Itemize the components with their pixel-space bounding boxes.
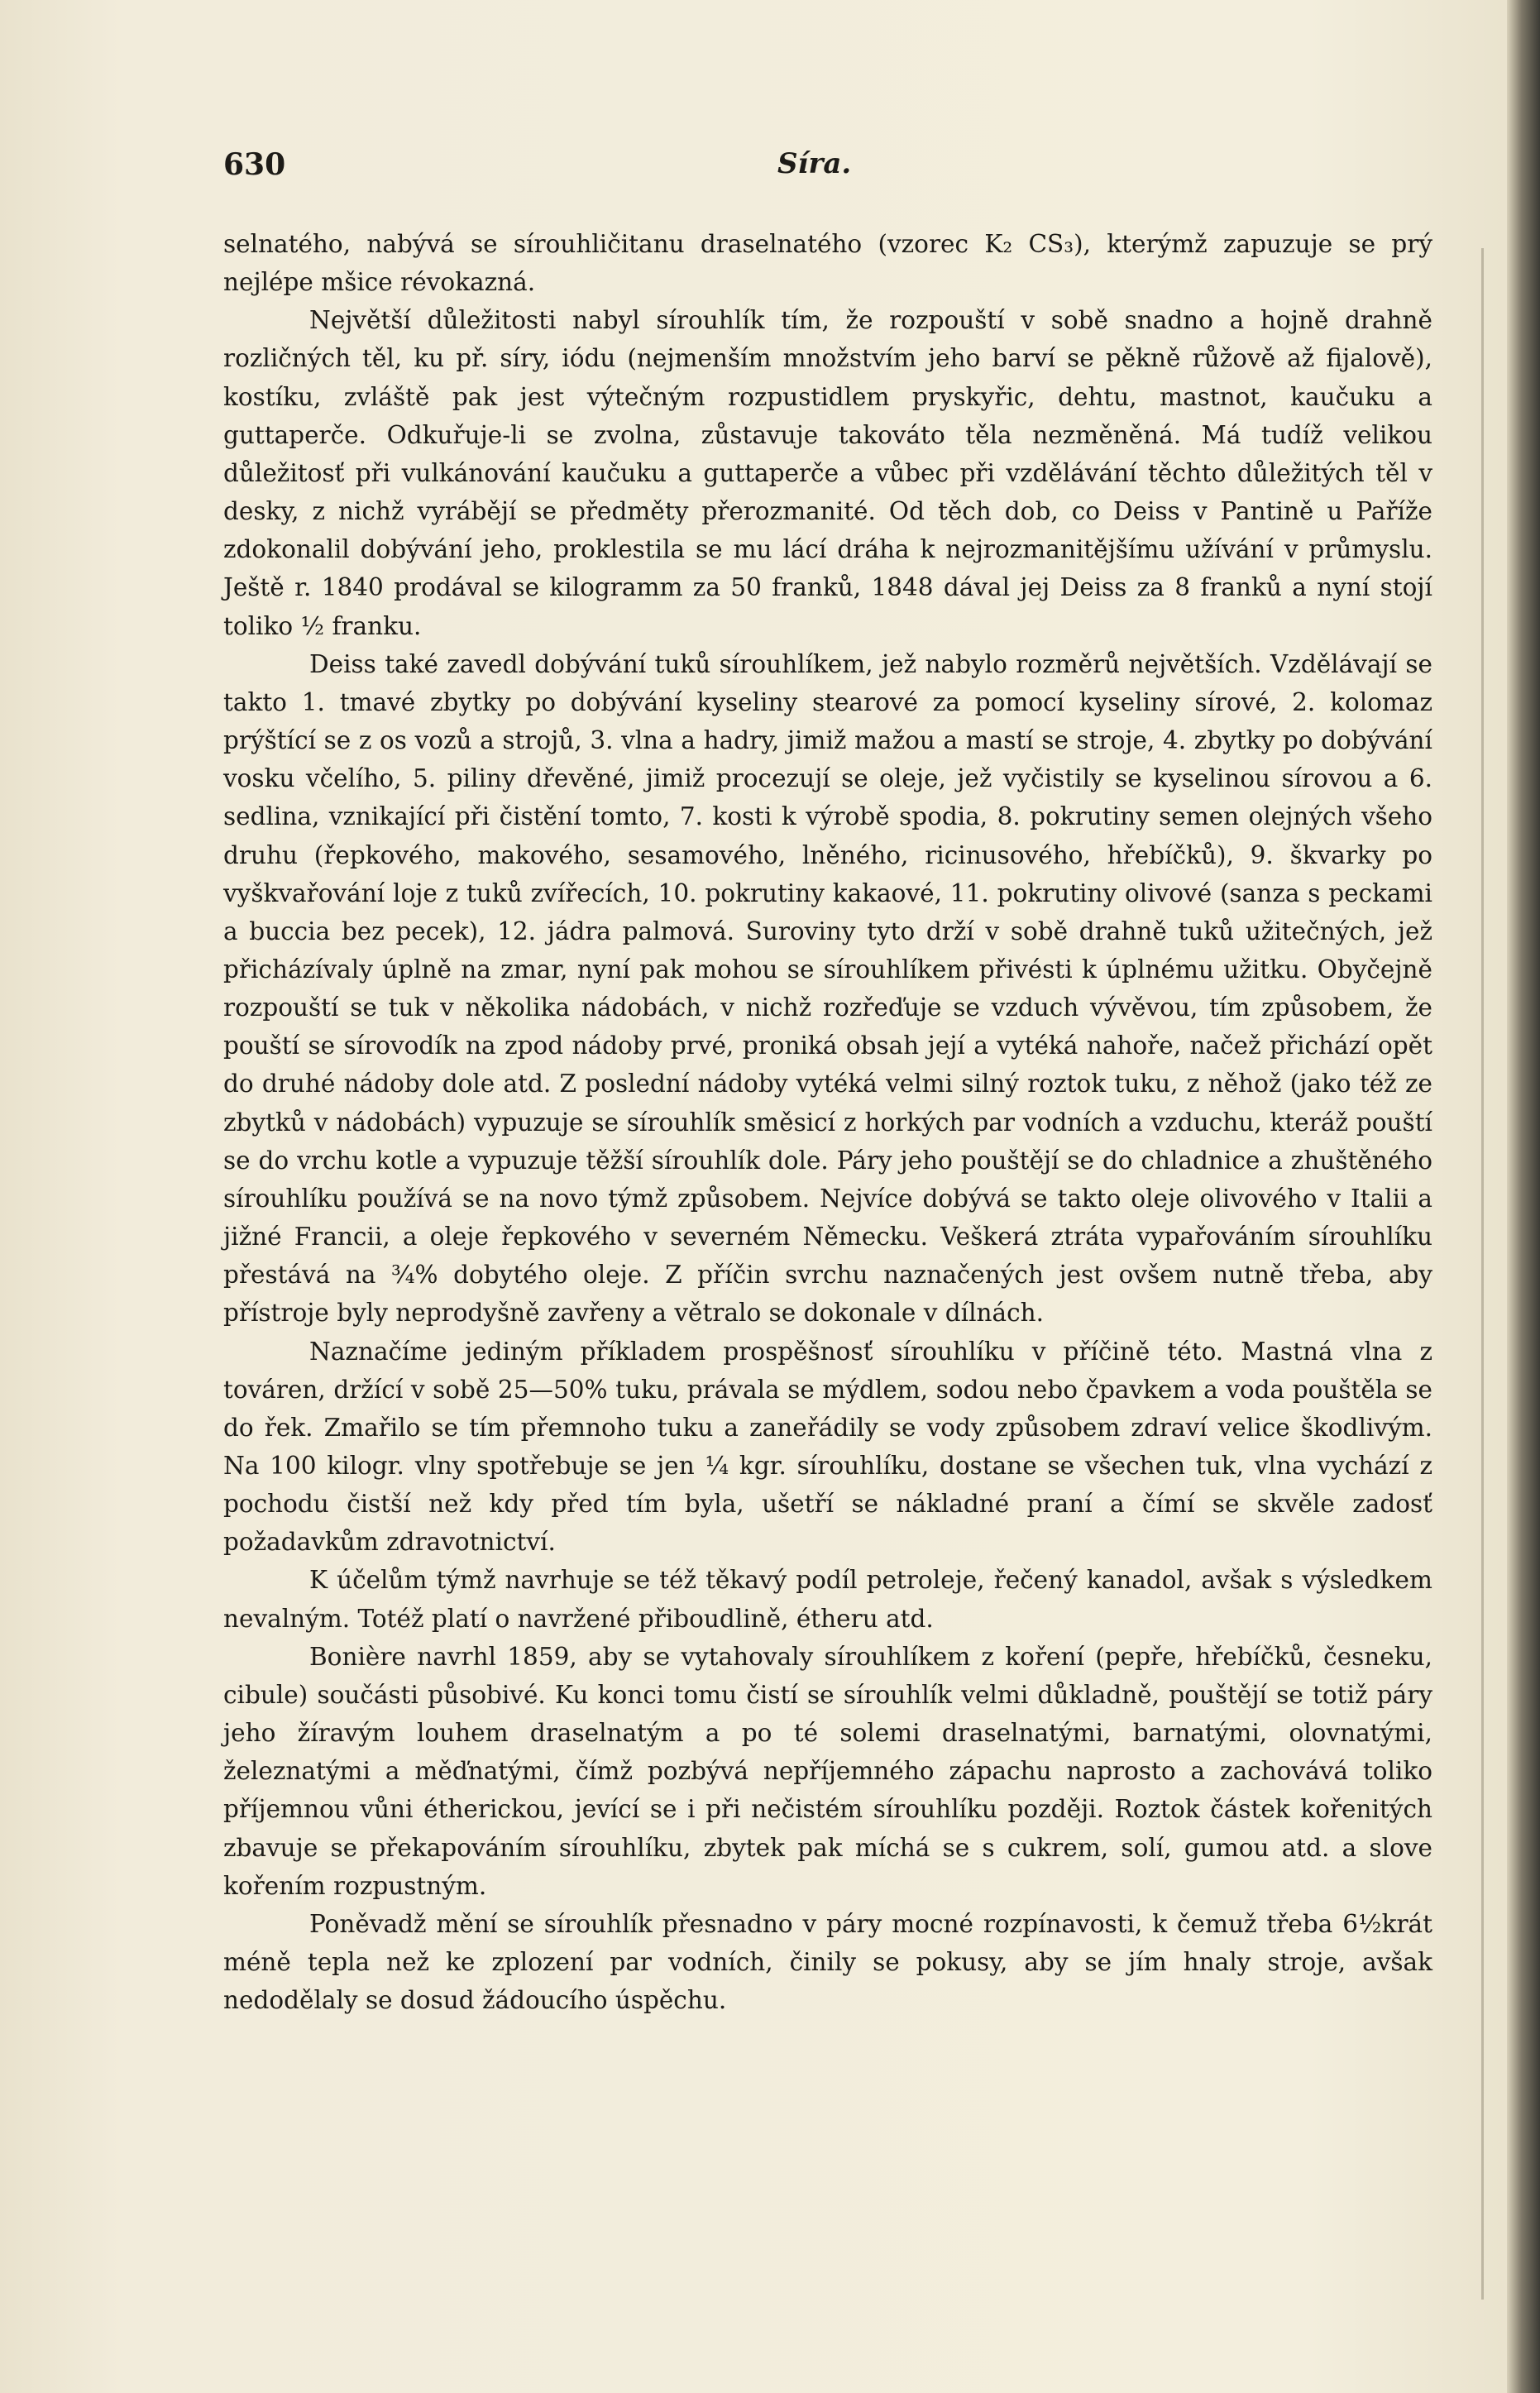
paragraph: Naznačíme jediným příkladem prospěšnosť sírouhlíku v příčině této. Mastná vlna z továren, držící v sobě 25—50% tuku, právala se mýdlem, sodou nebo čpavkem a voda pouštěla se do řek. Zmařilo se tím přemnoho tuku a zaneřádily se vody způsobem zdraví velice škodlivým. Na 100 kilogr. vlny spotřebuje se jen ¼ kgr. sírouhlíku, dostane se všechen tuk, vlna vychází z pochodu čistší než kdy před tím byla, ušetří se nákladné praní a čímí se skvěle zadosť požadavkům zdravotnictví. — [223, 1337, 1432, 1557]
page-number: 630 — [223, 147, 286, 182]
paragraph: Největší důležitosti nabyl sírouhlík tím, že rozpouští v sobě snadno a hojně drahně rozličných těl, ku př. síry, iódu (nejmenším množstvím jeho barví se pěkně růžově až fijalově), kostíku, zvláště pak jest výtečným rozpustidlem pryskyřic, dehtu, mastnot, kaučuku a guttaperče. Odkuřuje-li se zvolna, zůstavuje takováto těla nezměněná. Má tudíž velikou důležitosť při vulkánování kaučuku a guttaperče a vůbec při vzdělávání těchto důležitých těl v desky, z nichž vyrábějí se předměty přerozmanité. Od těch dob, co Deiss v Pantině u Paříže zdokonalil dobývání jeho, proklestila se mu lácí dráha k nejrozmanitějšímu užívání v průmyslu. Ještě r. 1840 prodával se kilogramm za 50 franků, 1848 dával jej Deiss za 8 franků a nyní stojí toliko ½ franku. — [223, 306, 1432, 640]
paragraph: K účelům týmž navrhuje se též těkavý podíl petroleje, řečený kanadol, avšak s výsledkem nevalným. Totéž platí o navržené přiboudlině, étheru atd. — [223, 1566, 1432, 1633]
paragraph: selnatého, nabývá se sírouhličitanu draselnatého (vzorec K₂ CS₃), kterýmž zapuzuje se prý nejlépe mšice révokazná. — [223, 230, 1432, 297]
body-text — [223, 225, 1432, 2019]
page-edge-line — [1481, 248, 1484, 2300]
paragraph: Deiss také zavedl dobývání tuků sírouhlíkem, jež nabylo rozměrů největších. Vzdělávají se takto 1. tmavé zbytky po dobývání kyseliny stearové za pomocí kyseliny sírové, 2. kolomaz prýštící se z os vozů a strojů, 3. vlna a hadry, jimiž mažou a mastí se stroje, 4. zbytky po dobývání vosku včelího, 5. piliny dřevěné, jimiž procezují se oleje, jež vyčistily se kyselinou sírovou a 6. sedlina, vznikající při čistění tomto, 7. kosti k výrobě spodia, 8. pokrutiny semen olejných všeho druhu (řepkového, makového, sesamového, lněného, ricinusového, hřebíčků), 9. škvarky po vyškvařování loje z tuků zvířecích, 10. pokrutiny kakaové, 11. pokrutiny olivové (sanza s peckami a buccia bez pecek), 12. jádra palmová. Suroviny tyto drží v sobě drahně tuků užitečných, jež přicházívaly úplně na zmar, nyní pak mohou se sírouhlíkem přivésti k úplnému užitku. Obyčejně rozpouští se tuk v několika nádobách, v nichž rozřeďuje se vzduch vývěvou, tím způsobem, že pouští se sírovodík na zpod nádoby prvé, proniká obsah její a vytéká nahoře, načež přichází opět do druhé nádoby dole atd. Z poslední nádoby vytéká velmi silný roztok tuku, z něhož (jako též ze zbytků v nádobách) vypuzuje se sírouhlík směsicí z horkých par vodních a vzduchu, kteráž pouští se do vrchu kotle a vypuzuje těžší sírouhlík dole. Páry jeho pouštějí se do chladnice a zhuštěného sírouhlíku používá se na novo týmž způsobem. Nejvíce dobývá se takto oleje olivového v Italii a jižné Francii, a oleje řepkového v severném Německu. Veškerá ztráta vypařováním sírouhlíku přestává na ¾% dobytého oleje. Z příčin svrchu naznačených jest ovšem nutně třeba, aby přístroje byly neprodyšně zavřeny a větralo se dokonale v dílnách. — [223, 649, 1432, 1328]
paragraph: Poněvadž mění se sírouhlík přesnadno v páry mocné rozpínavosti, k čemuž třeba 6½krát méně tepla než ke zplození par vodních, činily se pokusy, aby se jím hnaly stroje, avšak nedodělaly se dosud žádoucího úspěchu. — [223, 1909, 1432, 2015]
page-header — [223, 147, 1439, 189]
running-title: Síra. — [777, 147, 852, 180]
book-spine-shadow — [1507, 0, 1540, 2393]
paragraph: Bonière navrhl 1859, aby se vytahovaly sírouhlíkem z koření (pepře, hřebíčků, česneku, cibule) součásti působivé. Ku konci tomu čistí se sírouhlík velmi důkladně, pouštějí se totiž páry jeho žíravým louhem draselnatým a po té solemi draselnatými, barnatými, olovnatými, železnatými a měďnatými, čímž pozbývá nepříjemného zápachu naprosto a zachovává toliko příjemnou vůni étherickou, jevící se i při nečistém sírouhlíku později. Roztok částek kořenitých zbavuje se překapováním sírouhlíku, zbytek pak míchá se s cukrem, solí, gumou atd. a slove kořením rozpustným. — [223, 1642, 1432, 1900]
